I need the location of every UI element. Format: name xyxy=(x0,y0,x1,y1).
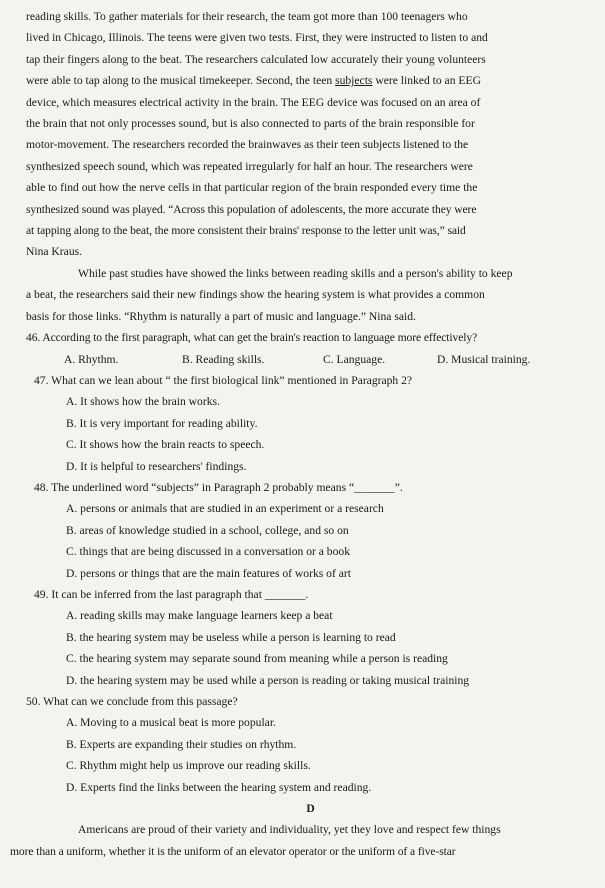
passage-line: motor-movement. The researchers recorded the brainwaves as their teen subjects listened to the xyxy=(26,138,469,152)
question-stem: 49. It can be inferred from the last paragraph that _______. xyxy=(34,587,309,601)
passage-line: synthesized sound was played. “Across this population of adolescents, the more accurate they were xyxy=(26,202,477,216)
option-a: A. Moving to a musical beat is more popular. xyxy=(66,716,276,730)
option-c: C. the hearing system may separate sound from meaning while a person is reading xyxy=(66,652,448,666)
question-options xyxy=(26,349,595,370)
question-48 xyxy=(26,477,595,584)
question-47 xyxy=(26,370,595,477)
passage-line: device, which measures electrical activity in the brain. The EEG device was focused on an area of xyxy=(26,95,481,109)
passage-line: While past studies have showed the links between reading skills and a person's ability to keep xyxy=(78,266,513,280)
option-d: D. persons or things that are the main features of works of art xyxy=(66,566,351,580)
option-c: C. Rhythm might help us improve our reading skills. xyxy=(66,759,311,773)
option-d: D. the hearing system may be used while a person is reading or taking musical training xyxy=(66,673,470,687)
passage-line: basis for those links. “Rhythm is naturally a part of music and language.” Nina said. xyxy=(26,309,416,323)
passage-d-label: D xyxy=(306,802,315,816)
passage-line: tap their fingers along to the beat. The researchers calculated low accurately their young volunteers xyxy=(26,52,486,66)
passage-line xyxy=(26,70,595,91)
option-a: A. reading skills may make language learners keep a beat xyxy=(66,609,333,623)
question-stem: 47. What can we lean about “ the first biological link” mentioned in Paragraph 2? xyxy=(34,373,413,387)
option-b: B. Experts are expanding their studies on rhythm. xyxy=(66,737,297,751)
passage-c xyxy=(26,6,595,327)
option-d: D. It is helpful to researchers' findings. xyxy=(66,459,247,473)
underlined-word-subjects: subjects xyxy=(335,74,373,88)
option-b: B. Reading skills. xyxy=(182,352,265,366)
option-c: C. things that are being discussed in a conversation or a book xyxy=(66,545,350,559)
option-b: B. areas of knowledge studied in a school, college, and so on xyxy=(66,523,349,537)
passage-line: the brain that not only processes sound, but is also connected to parts of the brain responsible for xyxy=(26,117,475,131)
passage-d xyxy=(10,798,595,862)
option-a: A. It shows how the brain works. xyxy=(66,395,220,409)
option-a: A. persons or animals that are studied in an experiment or a research xyxy=(66,502,384,516)
question-stem: 46. According to the first paragraph, what can get the brain's reaction to language more effectively? xyxy=(26,331,478,345)
passage-line: reading skills. To gather materials for their research, the team got more than 100 teenagers who xyxy=(26,10,468,23)
option-c: C. It shows how the brain reacts to speech. xyxy=(66,438,265,452)
passage-line: lived in Chicago, Illinois. The teens were given two tests. First, they were instructed to listen to and xyxy=(26,31,488,45)
option-d: D. Musical training. xyxy=(437,352,531,366)
option-d: D. Experts find the links between the hearing system and reading. xyxy=(66,780,372,794)
passage-line: at tapping along to the beat, the more consistent their brains' response to the letter unit was,” said xyxy=(26,224,466,238)
option-c: C. Language. xyxy=(323,352,386,366)
option-a: A. Rhythm. xyxy=(64,352,119,366)
question-stem: 48. The underlined word “subjects” in Paragraph 2 probably means “_______”. xyxy=(34,480,403,494)
option-b: B. the hearing system may be useless while a person is learning to read xyxy=(66,630,396,644)
question-stem: 50. What can we conclude from this passage? xyxy=(26,695,238,708)
passage-line: synthesized speech sound, which was repeated irregularly for half an hour. The researchers were xyxy=(26,159,473,173)
passage-line: able to find out how the nerve cells in that particular region of the brain responded every time the xyxy=(26,181,478,195)
passage-line: a beat, the researchers said their new findings show the hearing system is what provides a common xyxy=(26,288,485,302)
option-b: B. It is very important for reading ability. xyxy=(66,416,258,430)
question-46 xyxy=(26,327,595,370)
passage-line: more than a uniform, whether it is the uniform of an elevator operator or the uniform of a five-star xyxy=(10,844,456,858)
passage-line: Americans are proud of their variety and individuality, yet they love and respect few things xyxy=(78,823,501,837)
question-49 xyxy=(26,584,595,691)
passage-line: Nina Kraus. xyxy=(26,245,83,259)
question-50 xyxy=(26,691,595,798)
passage-line-part: were able to tap along to the musical timekeeper. Second, the teen xyxy=(26,74,333,88)
passage-line-part: were linked to an EEG xyxy=(375,74,481,88)
